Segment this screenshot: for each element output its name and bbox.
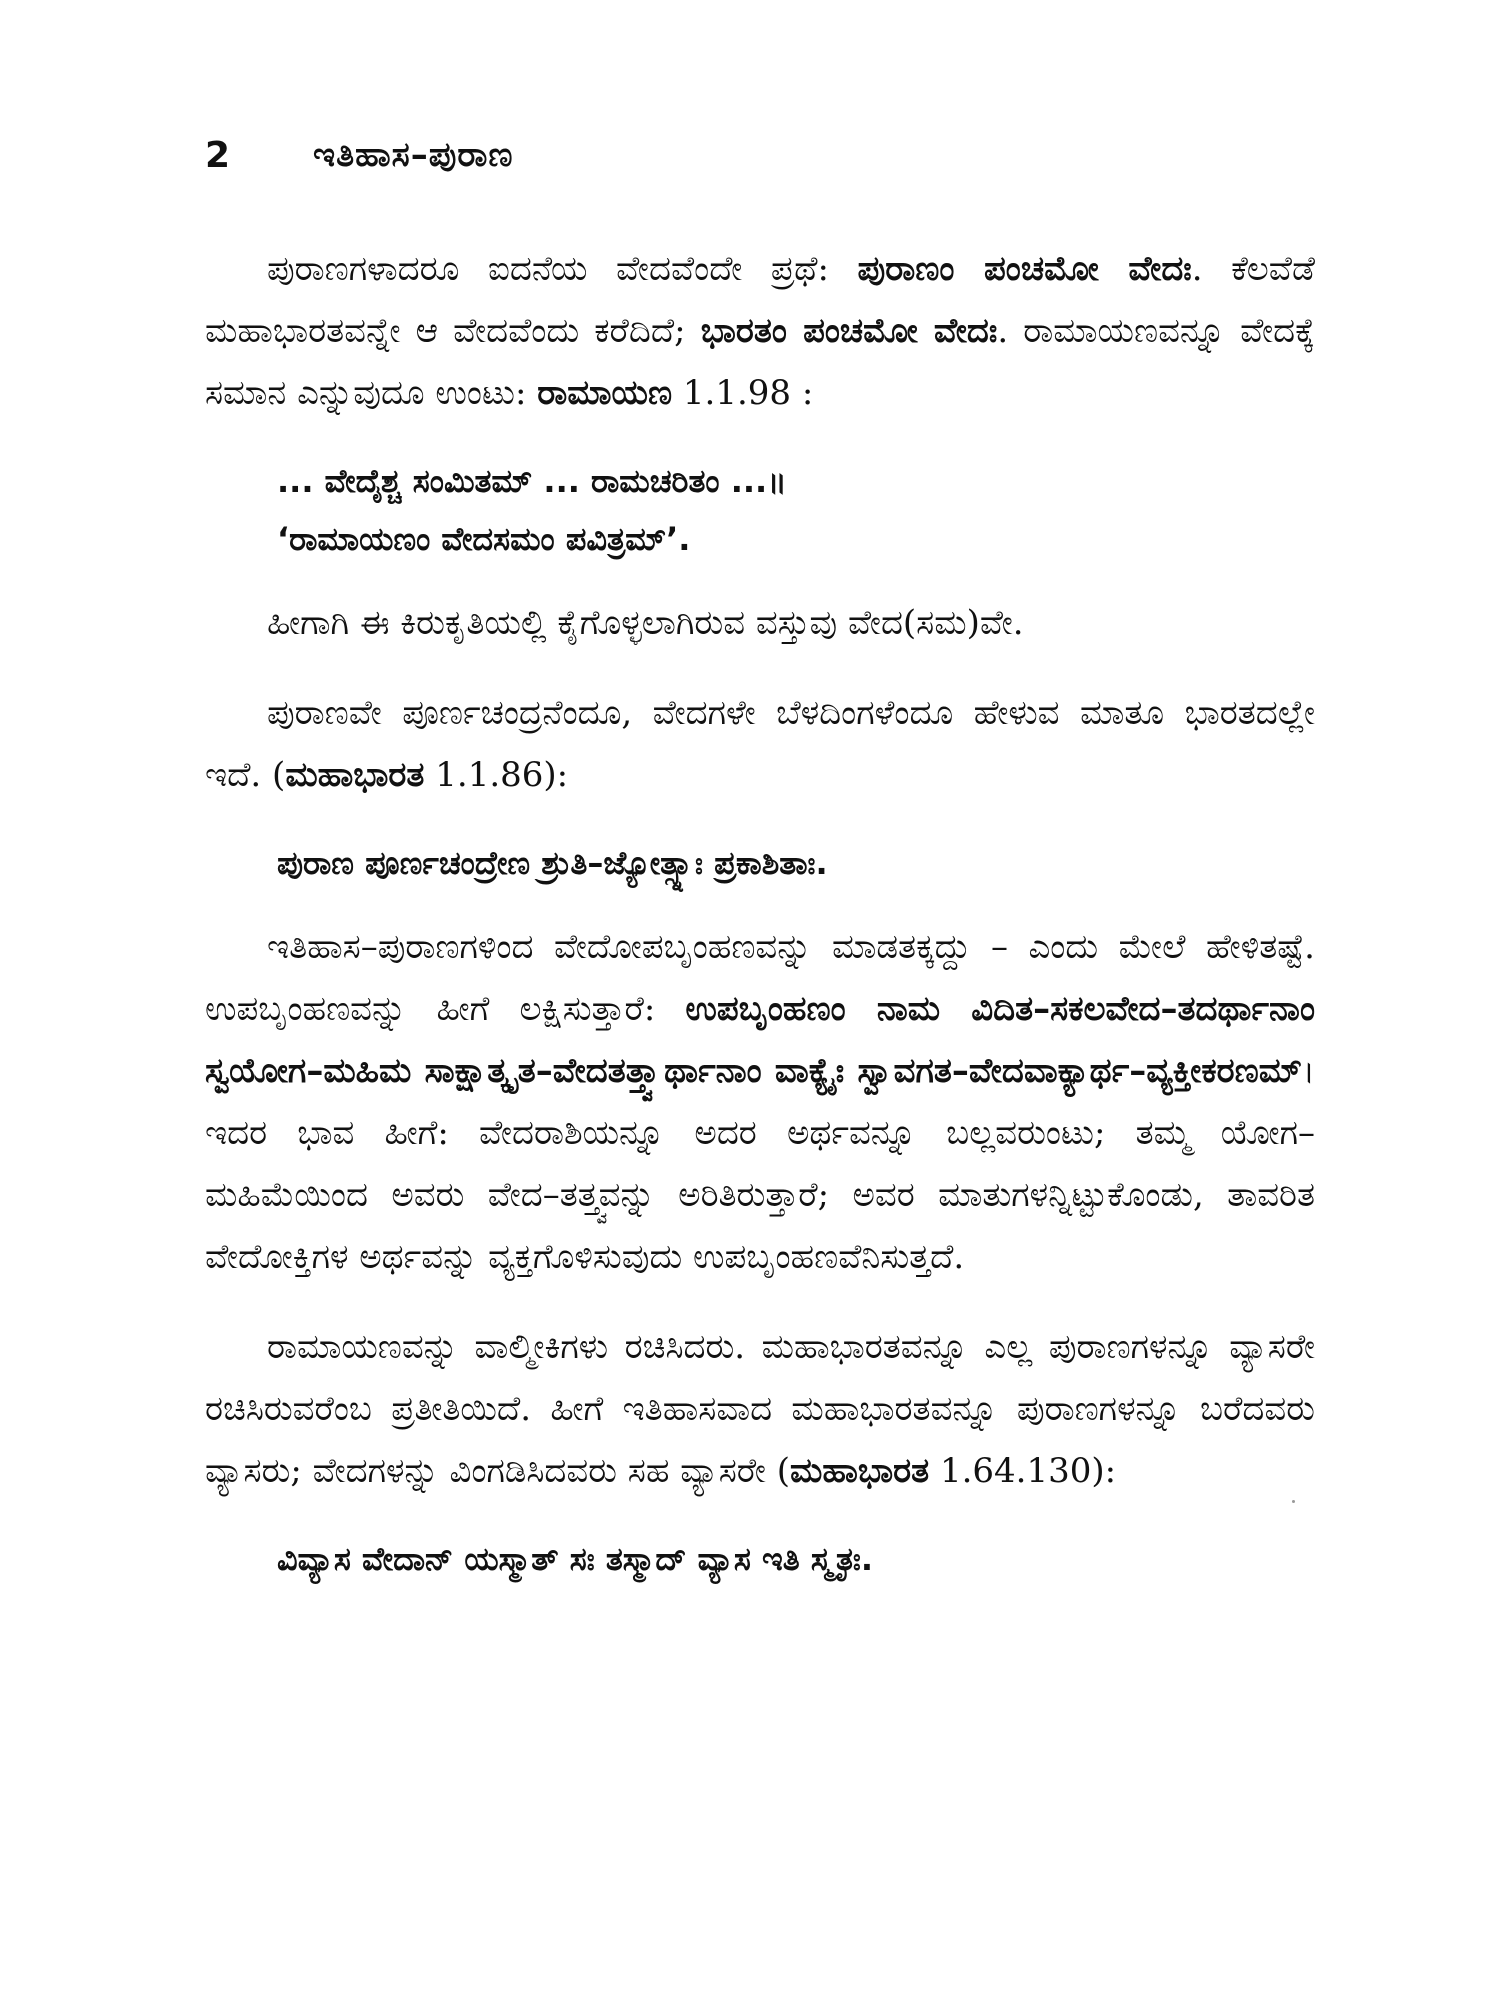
text-run: ಇತಿಹಾಸ–ಪುರಾಣಗಳಿಂದ ವೇದೋಪಬೃಂಹಣವನ್ನು ಮಾಡತಕ್ಕದ್ದು – ಎಂದು ಮೇಲೆ ಹೇಳಿತಷ್ಟೆ. ಉಪಬೃಂಹಣವನ್ನು ಹೀಗೆ ಲಕ್ಷಿಸುತ್ತಾರೆ:	[205, 927, 1315, 1029]
text-run: ರಾಮಾಯಣವನ್ನು ವಾಲ್ಮೀಕಿಗಳು ರಚಿಸಿದರು. ಮಹಾಭಾರತವನ್ನೂ ಎಲ್ಲ ಪುರಾಣಗಳನ್ನೂ ವ್ಯಾಸರೇ ರಚಿಸಿರುವರೆಂಬ ಪ್ರತೀತಿಯಿದೆ. ಹೀಗೆ ಇತಿಹಾಸವಾದ ಮಹಾಭಾರತವನ್ನೂ ಪುರಾಣಗಳನ್ನೂ ಬರೆದವರು ವ್ಯಾಸರು; ವೇದಗಳನ್ನು ವಿಂಗಡಿಸಿದವರು ಸಹ ವ್ಯಾಸರೇ (	[205, 1327, 1315, 1491]
verse-ramayana	[205, 452, 1315, 568]
citation-number: 1.64.130):	[929, 1451, 1117, 1491]
paragraph-fifth-veda	[205, 238, 1315, 424]
verse-purana-moon	[205, 834, 1315, 892]
quote-bharata-panchama: ಭಾರತಂ ಪಂಚಮೋ ವೇದಃ	[700, 311, 998, 351]
paragraph-full-moon	[205, 682, 1315, 806]
paragraph-subject: ಹೀಗಾಗಿ ಈ ಕಿರುಕೃತಿಯಲ್ಲಿ ಕೈಗೊಳ್ಳಲಾಗಿರುವ ವಸ್ತುವು ವೇದ(ಸಮ)ವೇ.	[267, 603, 1024, 643]
paragraph-vyasa	[205, 1316, 1315, 1502]
verse-vyasa	[205, 1530, 1315, 1588]
verse-line: ಪುರಾಣ ಪೂರ್ಣಚಂದ್ರೇಣ ಶ್ರುತಿ–ಜ್ಯೋತ್ಸ್ನಾಃ ಪ್ರಕಾಶಿತಾಃ.	[277, 844, 828, 882]
verse-line: ವಿವ್ಯಾಸ ವೇದಾನ್ ಯಸ್ಮಾತ್ ಸಃ ತಸ್ಮಾದ್ ವ್ಯಾಸ ಇತಿ ಸ್ಮೃತಃ.	[277, 1540, 874, 1578]
citation-number: 1.1.86):	[424, 755, 569, 795]
citation-mahabharata: ಮಹಾಭಾರತ	[285, 755, 425, 795]
running-head: ಇತಿಹಾಸ–ಪುರಾಣ	[313, 135, 514, 175]
page-number: 2	[205, 134, 231, 176]
citation-ramayana: ರಾಮಾಯಣ	[537, 373, 673, 413]
quote-purana-panchama: ಪುರಾಣಂ ಪಂಚಮೋ ವೇದಃ	[857, 249, 1192, 289]
page-header	[205, 120, 1315, 190]
citation-number: 1.1.98 :	[672, 373, 814, 413]
text-run: . ರಾಮಾಯಣವನ್ನೂ ವೇದಕ್ಕೆ ಸಮಾನ ಎನ್ನುವುದೂ ಉಂಟು:	[205, 311, 1315, 413]
book-page	[205, 120, 1315, 1960]
citation-mahabharata: ಮಹಾಭಾರತ	[790, 1451, 930, 1491]
print-speck	[1292, 1500, 1295, 1503]
verse-line: ... ವೇದೈಶ್ಚ ಸಂಮಿತಮ್ ... ರಾಮಚರಿತಂ ...॥	[277, 462, 787, 500]
quote-upabrimhana-definition: ಉಪಬೃಂಹಣಂ ನಾಮ ವಿದಿತ–ಸಕಲವೇದ–ತದರ್ಥಾನಾಂ ಸ್ವಯೋಗ–ಮಹಿಮ ಸಾಕ್ಷಾತ್ಕೃತ–ವೇದತತ್ತ್ವಾರ್ಥಾನಾಂ ವಾಕ್ಯೈಃ ಸ್ವಾವಗತ–ವೇದವಾಕ್ಯಾರ್ಥ–ವ್ಯಕ್ತೀಕರಣಮ್	[205, 989, 1315, 1091]
paragraph-upabrimhana	[205, 916, 1315, 1288]
verse-line: ‘ರಾಮಾಯಣಂ ವೇದಸಮಂ ಪವಿತ್ರಮ್’.	[277, 520, 691, 558]
text-run: ಪುರಾಣವೇ ಪೂರ್ಣಚಂದ್ರನೆಂದೂ, ವೇದಗಳೇ ಬೆಳದಿಂಗಳೆಂದೂ ಹೇಳುವ ಮಾತೂ ಭಾರತದಲ್ಲೇ ಇದೆ. (	[205, 693, 1315, 795]
text-run: । ಇದರ ಭಾವ ಹೀಗೆ: ವೇದರಾಶಿಯನ್ನೂ ಅದರ ಅರ್ಥವನ್ನೂ ಬಲ್ಲವರುಂಟು; ತಮ್ಮ ಯೋಗ–ಮಹಿಮೆಯಿಂದ ಅವರು ವೇದ–ತತ್ತ್ವವನ್ನು ಅರಿತಿರುತ್ತಾರೆ; ಅವರ ಮಾತುಗಳನ್ನಿಟ್ಟುಕೊಂಡು, ತಾವರಿತ ವೇದೋಕ್ತಿಗಳ ಅರ್ಥವನ್ನು ವ್ಯಕ್ತಗೊಳಿಸುವುದು ಉಪಬೃಂಹಣವೆನಿಸುತ್ತದೆ.	[205, 1051, 1315, 1277]
text-run: . ಕೆಲವೆಡೆ ಮಹಾಭಾರತವನ್ನೇ ಆ ವೇದವೆಂದು ಕರೆದಿದೆ;	[205, 249, 1315, 351]
text-run: ಪುರಾಣಗಳಾದರೂ ಐದನೆಯ ವೇದವೆಂದೇ ಪ್ರಥೆ:	[267, 249, 858, 289]
